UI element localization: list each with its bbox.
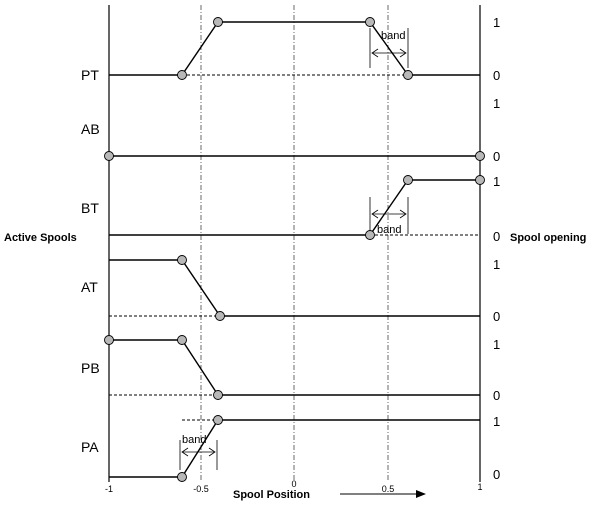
row-name-pt: PT	[81, 67, 99, 83]
level-low-bt: 0	[493, 229, 501, 244]
node-at-2	[216, 312, 225, 321]
node-pt-1	[178, 71, 187, 80]
level-high-bt: 1	[493, 174, 501, 189]
level-low-pt: 0	[493, 68, 501, 83]
level-low-at: 0	[493, 309, 501, 324]
node-pa-2	[214, 416, 223, 425]
x-axis-title: Spool Position	[233, 489, 310, 501]
node-at-1	[178, 256, 187, 265]
node-pb-2	[178, 336, 187, 345]
level-high-pt: 1	[493, 15, 501, 30]
level-low-pb: 0	[493, 388, 501, 403]
x-tick-neg-half: -0.5	[193, 484, 209, 494]
level-high-at: 1	[493, 257, 501, 272]
series-line-bt	[109, 180, 480, 235]
band-marker-pa	[180, 434, 217, 470]
row-name-bt: BT	[81, 200, 99, 216]
row-name-pb: PB	[81, 360, 100, 376]
x-tick-pos-1: 1	[477, 482, 483, 492]
node-pa-1	[178, 473, 187, 482]
series-line-pa	[109, 420, 480, 477]
level-high-pb: 1	[493, 337, 501, 352]
node-bt-2	[404, 176, 413, 185]
row-names	[81, 67, 100, 455]
level-high-ab: 1	[493, 96, 501, 111]
node-bt-1	[366, 231, 375, 240]
level-high-pa: 1	[493, 414, 501, 429]
band-label-pa: band	[182, 434, 207, 446]
node-pb-3	[214, 391, 223, 400]
x-tick-zero: 0	[291, 479, 297, 489]
series-line-pt	[109, 22, 480, 75]
guide-lines	[201, 5, 388, 482]
right-axis-title: Spool opening	[510, 232, 587, 244]
node-pb-1	[105, 336, 114, 345]
dashed-baselines	[109, 75, 480, 420]
nodes	[105, 18, 485, 482]
row-name-ab: AB	[81, 121, 100, 137]
row-name-pa: PA	[81, 439, 99, 455]
series-line-at	[109, 260, 480, 316]
level-low-pa: 0	[493, 467, 501, 482]
node-pt-3	[366, 18, 375, 27]
level-labels	[493, 15, 500, 482]
x-tick-neg-1: -1	[104, 484, 114, 494]
node-bt-3	[476, 176, 485, 185]
band-label-bt: band	[377, 224, 402, 236]
node-pt-4	[404, 71, 413, 80]
left-axis-title: Active Spools	[4, 232, 77, 244]
node-ab-1	[105, 152, 114, 161]
band-marker-bt	[370, 197, 408, 236]
node-ab-2	[476, 152, 485, 161]
row-name-at: AT	[81, 279, 98, 295]
band-label-pt: band	[381, 30, 406, 42]
series-line-pb	[109, 340, 480, 395]
level-low-ab: 0	[493, 149, 501, 164]
series-lines	[109, 22, 480, 477]
x-tick-pos-half: 0.5	[381, 484, 395, 494]
node-pt-2	[214, 18, 223, 27]
